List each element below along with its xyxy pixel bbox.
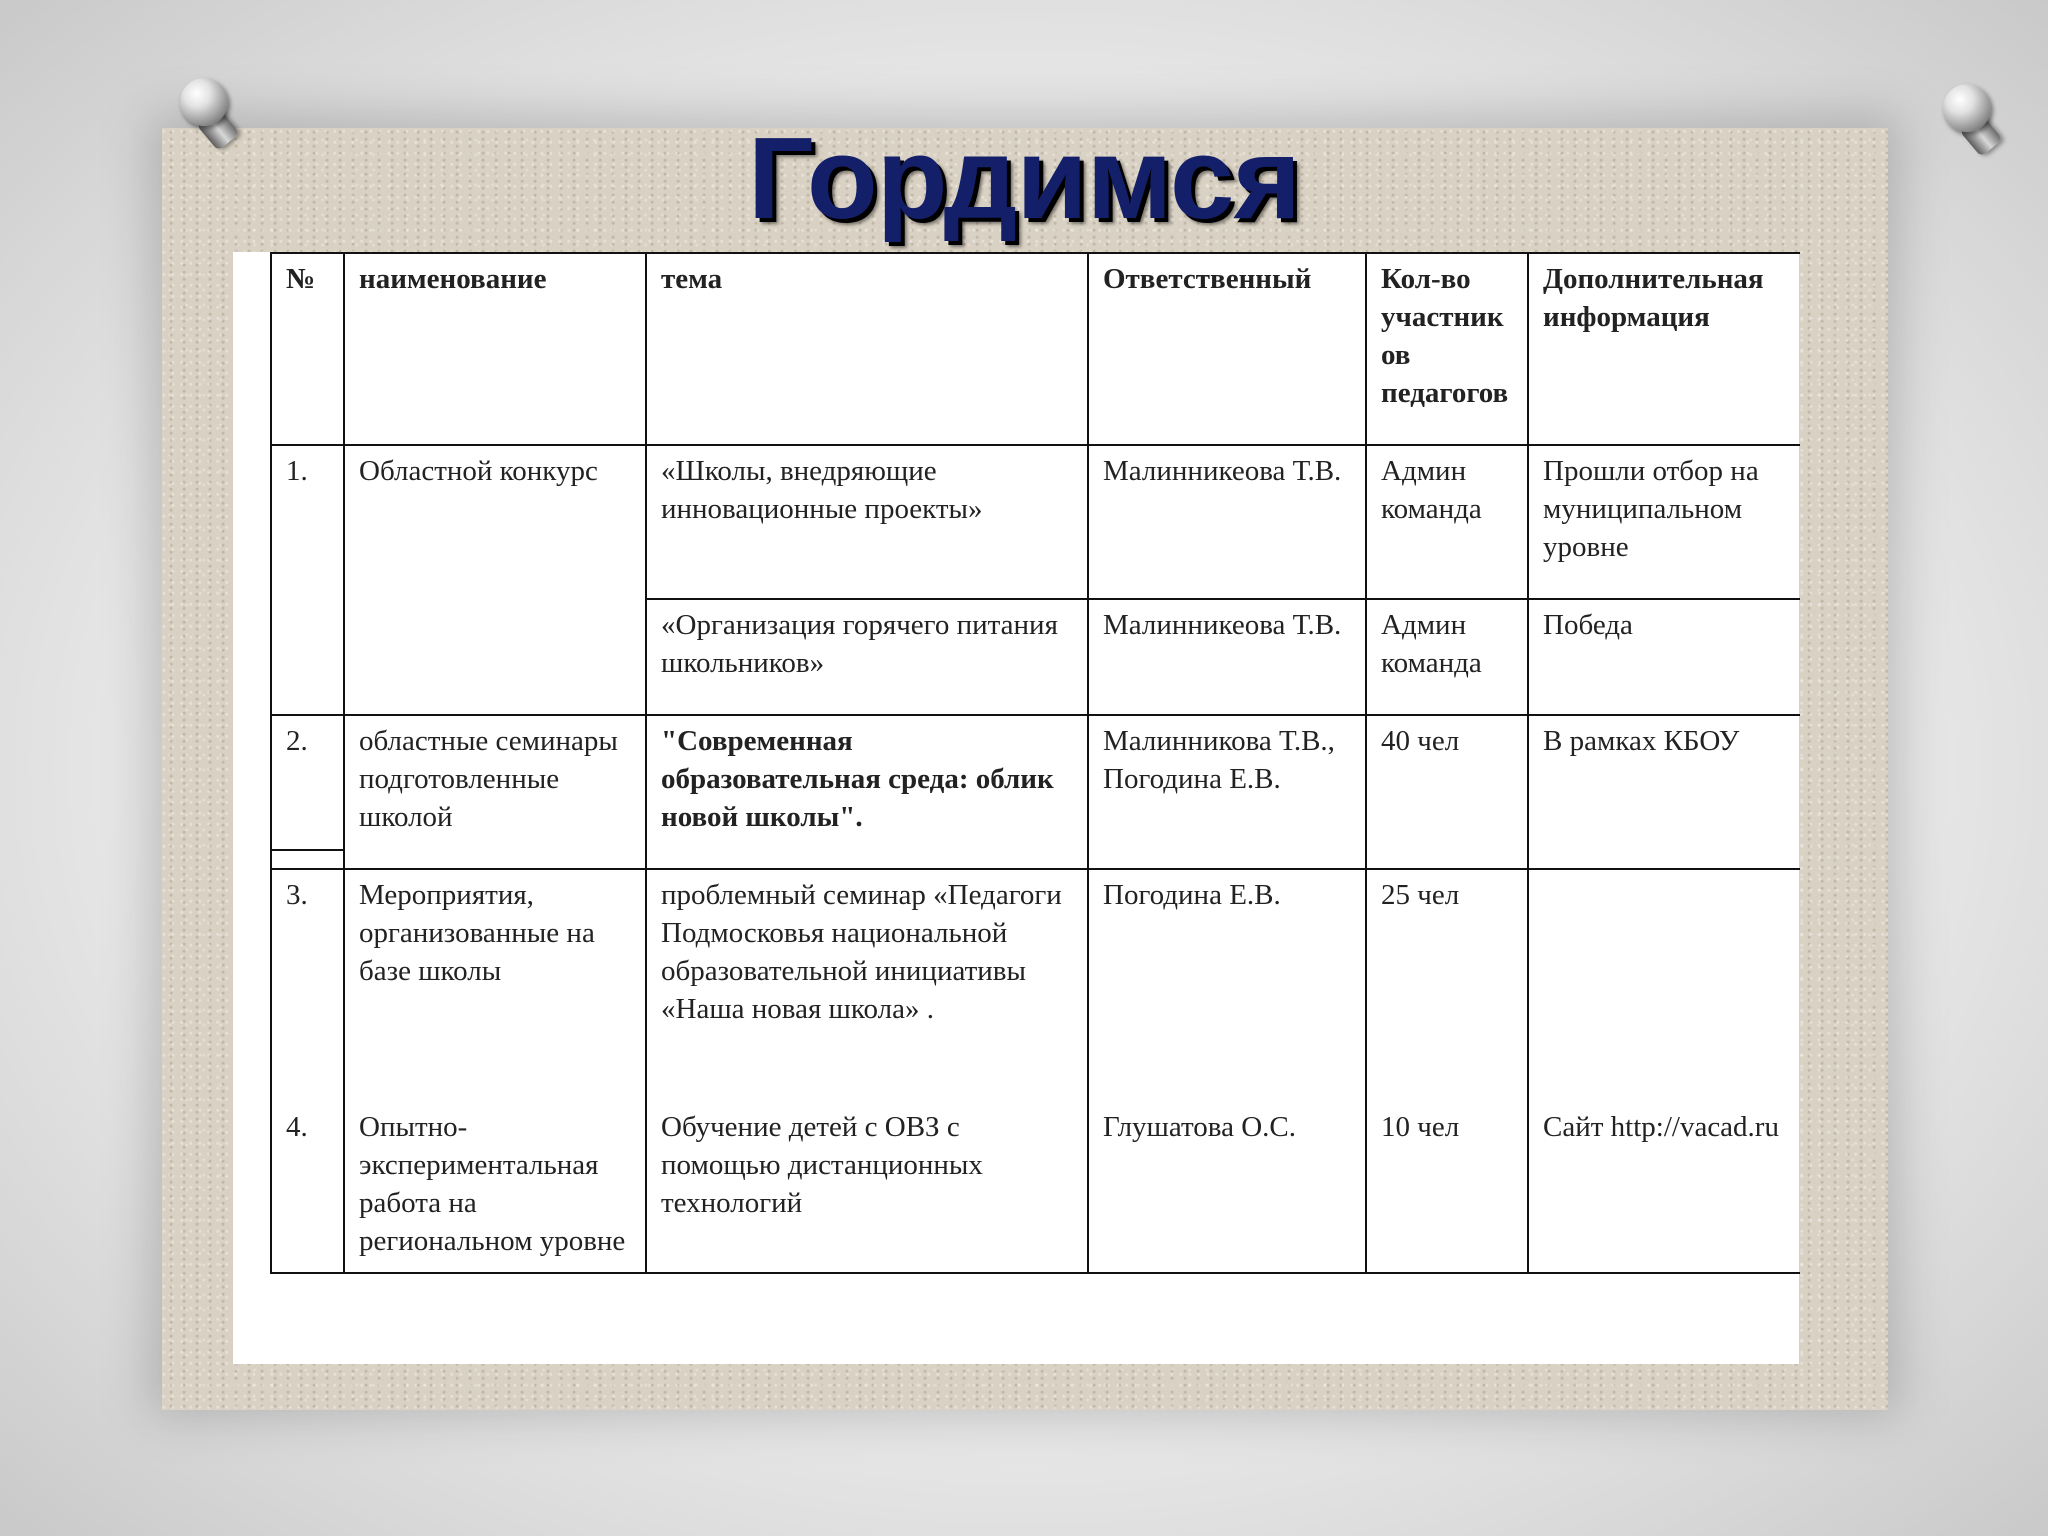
cell-name: Областной конкурс	[344, 445, 646, 599]
cell-topic-3: проблемный семинар «Педагоги Подмосковья национальной образовательной инициативы «Наша новая школа» .	[661, 879, 1062, 1025]
table-sheet	[233, 252, 1799, 1364]
header-name: наименование	[344, 253, 646, 445]
cell-count	[1366, 869, 1528, 1273]
table-row	[271, 599, 1800, 715]
row-divider-stub	[270, 849, 343, 851]
cell-count: 40 чел	[1366, 715, 1528, 869]
cell-responsible	[1088, 869, 1366, 1273]
cell-topic: "Современная образовательная среда: облик новой школы".	[646, 715, 1088, 869]
cell-extra: Победа	[1528, 599, 1800, 715]
cell-extra	[1528, 869, 1800, 1273]
header-extra: Дополнительная информация	[1528, 253, 1800, 445]
cell-responsible: Малинникеова Т.В.	[1088, 445, 1366, 599]
cell-num	[271, 599, 344, 715]
table-row	[271, 715, 1800, 869]
cell-count: Админ команда	[1366, 445, 1528, 599]
achievements-table	[270, 252, 1800, 1274]
table-row	[271, 445, 1800, 599]
cell-count: Админ команда	[1366, 599, 1528, 715]
cell-topic: «Школы, внедряющие инновационные проекты»	[646, 445, 1088, 599]
table-header-row	[271, 253, 1800, 445]
header-num: №	[271, 253, 344, 445]
cell-responsible: Малинникова Т.В., Погодина Е.В.	[1088, 715, 1366, 869]
header-topic: тема	[646, 253, 1088, 445]
cell-count-3: 25 чел	[1381, 879, 1460, 911]
header-count: Кол-во участников педагогов	[1366, 253, 1528, 445]
cell-extra-4: Сайт http://vacad.ru	[1543, 1111, 1779, 1143]
cell-extra-3	[1543, 876, 1790, 1108]
cell-num	[271, 869, 344, 1273]
cell-num-4: 4.	[286, 1111, 308, 1143]
cell-responsible-4: Глушатова О.С.	[1103, 1111, 1297, 1143]
table-row	[271, 869, 1800, 1273]
cell-responsible-3: Погодина Е.В.	[1103, 879, 1281, 911]
cell-name	[344, 599, 646, 715]
cell-name	[344, 869, 646, 1273]
cell-count-4: 10 чел	[1381, 1111, 1460, 1143]
cell-name-3: Мероприятия, организованные на базе школы	[359, 879, 595, 987]
cell-num-3: 3.	[286, 879, 308, 911]
cell-extra: Прошли отбор на муниципальном уровне	[1528, 445, 1800, 599]
cell-topic: «Организация горячего питания школьников»	[646, 599, 1088, 715]
cell-responsible: Малинникеова Т.В.	[1088, 599, 1366, 715]
slide-title: Гордимся	[747, 113, 1301, 243]
cell-extra: В рамках КБОУ	[1528, 715, 1800, 869]
cell-topic	[646, 869, 1088, 1273]
cell-name: областные семинары подготовленные школой	[344, 715, 646, 869]
header-responsible: Ответственный	[1088, 253, 1366, 445]
cell-num: 2.	[271, 715, 344, 869]
cell-topic-4: Обучение детей с ОВЗ с помощью дистанционных технологий	[661, 1111, 983, 1219]
cell-num: 1.	[271, 445, 344, 599]
cell-name-4: Опытно-экспериментальная работа на региональном уровне	[359, 1111, 626, 1257]
